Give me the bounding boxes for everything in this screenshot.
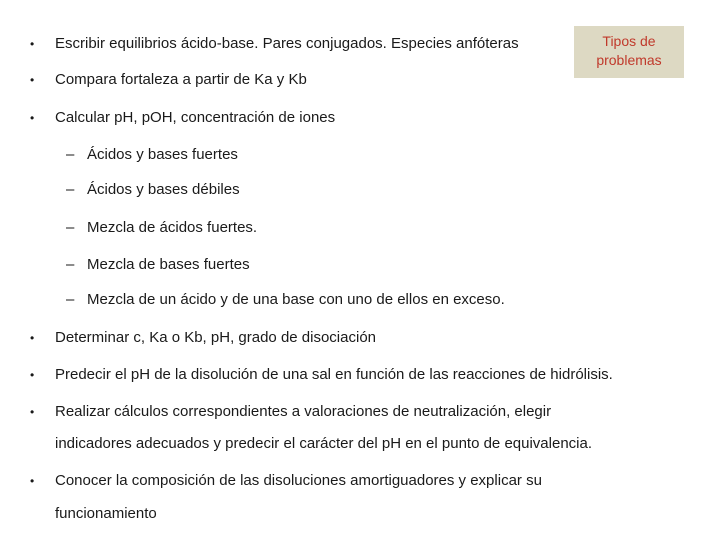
list-item: Escribir equilibrios ácido-base. Pares conjugados. Especies anfóteras [55,35,519,52]
bullet-icon: • [30,474,35,488]
list-item: Calcular pH, pOH, concentración de iones [55,109,336,126]
dash-icon: – [66,181,75,198]
bullet-icon: • [30,368,35,382]
list-item: Determinar c, Ka o Kb, pH, grado de disociación [55,329,376,346]
problem-types-badge [574,26,684,78]
list-item: Predecir el pH de la disolución de una sal en función de las reacciones de hidrólisis. [55,366,613,383]
list-item-line-1: Conocer la composición de las disoluciones amortiguadores y explicar su [55,472,542,489]
list-item-line-2: indicadores adecuados y predecir el carácter del pH en el punto de equivalencia. [55,435,593,452]
bullet-icon: • [30,73,35,87]
sub-list-item: Ácidos y bases débiles [87,181,240,198]
badge-line-2: problemas [596,52,662,68]
dash-icon: – [66,219,75,236]
dash-icon: – [66,146,75,163]
list-item-line-1: Realizar cálculos correspondientes a valoraciones de neutralización, elegir [55,403,552,420]
sub-list-item: Mezcla de bases fuertes [87,256,250,273]
bullet-icon: • [30,37,35,51]
bullet-icon: • [30,331,35,345]
list-item: Compara fortaleza a partir de Ka y Kb [55,71,307,88]
dash-icon: – [66,291,75,308]
sub-list-item: Mezcla de ácidos fuertes. [87,219,258,236]
bullet-icon: • [30,405,35,419]
sub-list-item: Ácidos y bases fuertes [87,146,238,163]
list-item-line-2: funcionamiento [55,505,157,522]
sub-list-item: Mezcla de un ácido y de una base con uno de ellos en exceso. [87,291,505,308]
dash-icon: – [66,256,75,273]
bullet-icon: • [30,111,35,125]
badge-line-1: Tipos de [602,33,656,49]
